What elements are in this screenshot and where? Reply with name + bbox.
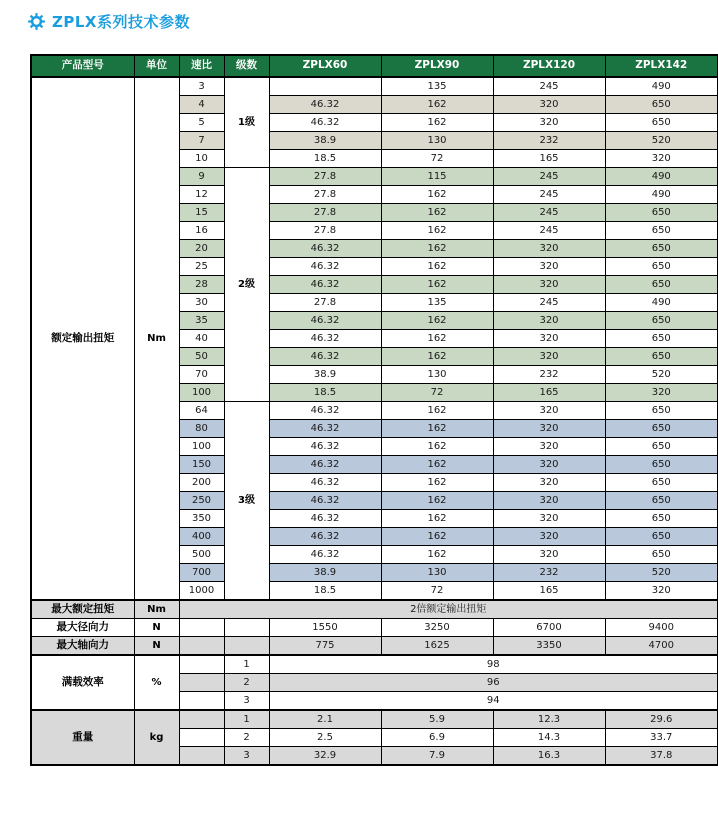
ratio-cell: 50: [179, 348, 224, 366]
max-radial-force-value-cell-ZPLX142: 9400: [605, 619, 718, 637]
ratio-cell: 35: [179, 312, 224, 330]
weight-value-cell-ZPLX60: 2.1: [269, 710, 381, 729]
efficiency-label-cell: 满载效率: [31, 655, 134, 710]
torque-value-cell-ZPLX142: 650: [605, 348, 718, 366]
weight-value-cell-ZPLX142: 29.6: [605, 710, 718, 729]
torque-value-cell-ZPLX60: 38.9: [269, 366, 381, 384]
max-radial-force-empty-ratio-cell: [179, 619, 224, 637]
torque-value-cell-ZPLX90: 162: [381, 114, 493, 132]
gear-icon: [28, 13, 45, 30]
torque-value-cell-ZPLX142: 650: [605, 222, 718, 240]
max-radial-force-label-cell: 最大径向力: [31, 619, 134, 637]
torque-value-cell-ZPLX60: 27.8: [269, 186, 381, 204]
stage-cell-1: 1级: [224, 77, 269, 168]
torque-value-cell-ZPLX120: 320: [493, 456, 605, 474]
torque-value-cell-ZPLX120: 232: [493, 564, 605, 582]
torque-value-cell-ZPLX60: 46.32: [269, 438, 381, 456]
efficiency-empty-ratio-cell: [179, 674, 224, 692]
max-rated-torque-row: [31, 600, 718, 619]
ratio-cell: 250: [179, 492, 224, 510]
efficiency-value-cell: 94: [269, 692, 718, 711]
torque-value-cell-ZPLX60: 46.32: [269, 402, 381, 420]
torque-value-cell-ZPLX90: 72: [381, 384, 493, 402]
torque-value-cell-ZPLX142: 320: [605, 582, 718, 601]
torque-value-cell-ZPLX90: 135: [381, 77, 493, 96]
torque-value-cell-ZPLX90: 162: [381, 546, 493, 564]
max-axial-force-value-cell-ZPLX120: 3350: [493, 637, 605, 656]
ratio-cell: 5: [179, 114, 224, 132]
weight-value-cell-ZPLX142: 37.8: [605, 747, 718, 766]
torque-value-cell-ZPLX120: 245: [493, 222, 605, 240]
torque-value-cell-ZPLX120: 245: [493, 186, 605, 204]
torque-value-cell-ZPLX142: 650: [605, 438, 718, 456]
torque-value-cell-ZPLX120: 320: [493, 438, 605, 456]
torque-value-cell-ZPLX120: 320: [493, 312, 605, 330]
torque-value-cell-ZPLX142: 490: [605, 294, 718, 312]
torque-value-cell-ZPLX120: 320: [493, 546, 605, 564]
torque-value-cell-ZPLX60: 46.32: [269, 114, 381, 132]
ratio-cell: 16: [179, 222, 224, 240]
torque-value-cell-ZPLX120: 320: [493, 114, 605, 132]
ratio-cell: 12: [179, 186, 224, 204]
torque-value-cell-ZPLX60: 46.32: [269, 258, 381, 276]
torque-value-cell-ZPLX90: 162: [381, 276, 493, 294]
torque-value-cell-ZPLX120: 320: [493, 258, 605, 276]
ratio-cell: 150: [179, 456, 224, 474]
ratio-cell: 3: [179, 77, 224, 96]
max-radial-force-row: [31, 619, 718, 637]
torque-value-cell-ZPLX60: 27.8: [269, 168, 381, 186]
efficiency-stage-cell: 2: [224, 674, 269, 692]
torque-value-cell-ZPLX60: 18.5: [269, 150, 381, 168]
weight-unit-cell: kg: [134, 710, 179, 765]
torque-value-cell-ZPLX142: 650: [605, 114, 718, 132]
torque-value-cell-ZPLX142: 650: [605, 474, 718, 492]
torque-value-cell-ZPLX90: 162: [381, 528, 493, 546]
torque-value-cell-ZPLX60: 46.32: [269, 96, 381, 114]
ratio-cell: 30: [179, 294, 224, 312]
torque-value-cell-ZPLX90: 115: [381, 168, 493, 186]
torque-value-cell-ZPLX120: 165: [493, 150, 605, 168]
weight-stage-cell: 2: [224, 729, 269, 747]
torque-value-cell-ZPLX120: 320: [493, 474, 605, 492]
torque-value-cell-ZPLX142: 650: [605, 96, 718, 114]
weight-stage-cell: 3: [224, 747, 269, 766]
weight-stage-cell: 1: [224, 710, 269, 729]
weight-row: [31, 710, 718, 729]
weight-value-cell-ZPLX120: 16.3: [493, 747, 605, 766]
max-axial-force-value-cell-ZPLX60: 775: [269, 637, 381, 656]
torque-value-cell-ZPLX60: 18.5: [269, 582, 381, 601]
torque-value-cell-ZPLX60: [269, 77, 381, 96]
weight-value-cell-ZPLX142: 33.7: [605, 729, 718, 747]
stage-cell-3: 3级: [224, 402, 269, 601]
ratio-cell: 700: [179, 564, 224, 582]
torque-value-cell-ZPLX120: 320: [493, 420, 605, 438]
torque-value-cell-ZPLX120: 232: [493, 366, 605, 384]
torque-value-cell-ZPLX90: 162: [381, 330, 493, 348]
torque-value-cell-ZPLX60: 27.8: [269, 294, 381, 312]
header-cell-7: ZPLX142: [605, 55, 718, 77]
page-title: ZPLX系列技术参数: [52, 13, 190, 31]
torque-value-cell-ZPLX90: 162: [381, 258, 493, 276]
weight-value-cell-ZPLX90: 6.9: [381, 729, 493, 747]
efficiency-empty-ratio-cell: [179, 692, 224, 711]
torque-value-cell-ZPLX142: 490: [605, 168, 718, 186]
weight-label-cell: 重量: [31, 710, 134, 765]
torque-value-cell-ZPLX142: 650: [605, 528, 718, 546]
torque-value-cell-ZPLX142: 650: [605, 258, 718, 276]
torque-value-cell-ZPLX60: 46.32: [269, 420, 381, 438]
torque-value-cell-ZPLX60: 38.9: [269, 564, 381, 582]
max-axial-force-row: [31, 637, 718, 656]
torque-value-cell-ZPLX60: 46.32: [269, 348, 381, 366]
torque-value-cell-ZPLX120: 320: [493, 348, 605, 366]
table-wrapper: [30, 54, 718, 766]
max-radial-force-value-cell-ZPLX60: 1550: [269, 619, 381, 637]
max-radial-force-empty-stage-cell: [224, 619, 269, 637]
torque-value-cell-ZPLX90: 72: [381, 582, 493, 601]
ratio-cell: 400: [179, 528, 224, 546]
torque-value-cell-ZPLX90: 162: [381, 510, 493, 528]
torque-value-cell-ZPLX90: 162: [381, 312, 493, 330]
efficiency-value-cell: 96: [269, 674, 718, 692]
torque-value-cell-ZPLX142: 650: [605, 204, 718, 222]
torque-value-cell-ZPLX90: 162: [381, 240, 493, 258]
ratio-cell: 200: [179, 474, 224, 492]
torque-value-cell-ZPLX90: 72: [381, 150, 493, 168]
header-cell-1: 单位: [134, 55, 179, 77]
torque-value-cell-ZPLX142: 650: [605, 240, 718, 258]
torque-value-cell-ZPLX90: 162: [381, 186, 493, 204]
torque-value-cell-ZPLX90: 162: [381, 348, 493, 366]
weight-value-cell-ZPLX60: 2.5: [269, 729, 381, 747]
ratio-cell: 28: [179, 276, 224, 294]
header-row: [31, 55, 718, 77]
torque-value-cell-ZPLX120: 320: [493, 510, 605, 528]
efficiency-row: [31, 655, 718, 674]
torque-value-cell-ZPLX60: 46.32: [269, 510, 381, 528]
header-cell-4: ZPLX60: [269, 55, 381, 77]
torque-value-cell-ZPLX142: 490: [605, 77, 718, 96]
torque-value-cell-ZPLX142: 650: [605, 402, 718, 420]
ratio-cell: 500: [179, 546, 224, 564]
ratio-cell: 350: [179, 510, 224, 528]
torque-value-cell-ZPLX120: 320: [493, 528, 605, 546]
header-cell-2: 速比: [179, 55, 224, 77]
torque-value-cell-ZPLX60: 46.32: [269, 240, 381, 258]
max-rated-torque-unit-cell: Nm: [134, 600, 179, 619]
torque-value-cell-ZPLX90: 162: [381, 204, 493, 222]
weight-empty-ratio-cell: [179, 710, 224, 729]
torque-value-cell-ZPLX90: 162: [381, 420, 493, 438]
header-cell-0: 产品型号: [31, 55, 134, 77]
max-axial-force-value-cell-ZPLX90: 1625: [381, 637, 493, 656]
efficiency-stage-cell: 3: [224, 692, 269, 711]
torque-value-cell-ZPLX60: 46.32: [269, 474, 381, 492]
max-axial-force-empty-ratio-cell: [179, 637, 224, 656]
weight-value-cell-ZPLX60: 32.9: [269, 747, 381, 766]
torque-value-cell-ZPLX120: 320: [493, 240, 605, 258]
torque-value-cell-ZPLX90: 162: [381, 402, 493, 420]
ratio-cell: 7: [179, 132, 224, 150]
weight-value-cell-ZPLX90: 7.9: [381, 747, 493, 766]
ratio-cell: 4: [179, 96, 224, 114]
torque-value-cell-ZPLX120: 245: [493, 168, 605, 186]
efficiency-stage-cell: 1: [224, 655, 269, 674]
torque-value-cell-ZPLX142: 520: [605, 132, 718, 150]
torque-value-cell-ZPLX90: 162: [381, 96, 493, 114]
weight-value-cell-ZPLX120: 14.3: [493, 729, 605, 747]
title-bar: [28, 11, 718, 32]
torque-value-cell-ZPLX120: 320: [493, 492, 605, 510]
torque-value-cell-ZPLX60: 27.8: [269, 204, 381, 222]
torque-value-cell-ZPLX120: 165: [493, 582, 605, 601]
ratio-cell: 100: [179, 438, 224, 456]
weight-value-cell-ZPLX120: 12.3: [493, 710, 605, 729]
torque-value-cell-ZPLX142: 650: [605, 510, 718, 528]
efficiency-value-cell: 98: [269, 655, 718, 674]
torque-value-cell-ZPLX142: 520: [605, 564, 718, 582]
ratio-cell: 1000: [179, 582, 224, 601]
ratio-cell: 70: [179, 366, 224, 384]
ratio-cell: 80: [179, 420, 224, 438]
max-radial-force-unit-cell: N: [134, 619, 179, 637]
torque-value-cell-ZPLX60: 38.9: [269, 132, 381, 150]
weight-value-cell-ZPLX90: 5.9: [381, 710, 493, 729]
torque-value-cell-ZPLX90: 162: [381, 438, 493, 456]
ratio-cell: 25: [179, 258, 224, 276]
torque-value-cell-ZPLX120: 245: [493, 294, 605, 312]
torque-value-cell-ZPLX120: 245: [493, 204, 605, 222]
ratio-cell: 20: [179, 240, 224, 258]
torque-value-cell-ZPLX60: 46.32: [269, 492, 381, 510]
torque-value-cell-ZPLX120: 232: [493, 132, 605, 150]
max-axial-force-value-cell-ZPLX142: 4700: [605, 637, 718, 656]
torque-value-cell-ZPLX120: 320: [493, 402, 605, 420]
max-rated-torque-label-cell: 最大额定扭矩: [31, 600, 134, 619]
ratio-cell: 64: [179, 402, 224, 420]
torque-value-cell-ZPLX60: 46.32: [269, 312, 381, 330]
torque-value-cell-ZPLX90: 130: [381, 132, 493, 150]
torque-value-cell-ZPLX90: 162: [381, 492, 493, 510]
torque-value-cell-ZPLX142: 650: [605, 420, 718, 438]
torque-value-cell-ZPLX142: 650: [605, 492, 718, 510]
ratio-cell: 15: [179, 204, 224, 222]
weight-empty-ratio-cell: [179, 729, 224, 747]
torque-value-cell-ZPLX142: 320: [605, 384, 718, 402]
torque-value-cell-ZPLX120: 165: [493, 384, 605, 402]
max-axial-force-unit-cell: N: [134, 637, 179, 656]
torque-row: [31, 77, 718, 96]
torque-value-cell-ZPLX120: 320: [493, 330, 605, 348]
torque-value-cell-ZPLX60: 18.5: [269, 384, 381, 402]
torque-value-cell-ZPLX120: 320: [493, 96, 605, 114]
torque-value-cell-ZPLX90: 162: [381, 222, 493, 240]
max-axial-force-empty-stage-cell: [224, 637, 269, 656]
torque-value-cell-ZPLX142: 650: [605, 330, 718, 348]
weight-empty-ratio-cell: [179, 747, 224, 766]
torque-value-cell-ZPLX90: 130: [381, 366, 493, 384]
efficiency-unit-cell: %: [134, 655, 179, 710]
torque-value-cell-ZPLX120: 245: [493, 77, 605, 96]
technical-parameters-table: [30, 54, 718, 766]
rated-torque-unit-cell: Nm: [134, 77, 179, 600]
torque-value-cell-ZPLX142: 320: [605, 150, 718, 168]
torque-value-cell-ZPLX60: 46.32: [269, 276, 381, 294]
max-radial-force-value-cell-ZPLX120: 6700: [493, 619, 605, 637]
header-cell-5: ZPLX90: [381, 55, 493, 77]
torque-value-cell-ZPLX90: 130: [381, 564, 493, 582]
torque-value-cell-ZPLX142: 650: [605, 312, 718, 330]
ratio-cell: 9: [179, 168, 224, 186]
torque-value-cell-ZPLX142: 490: [605, 186, 718, 204]
torque-value-cell-ZPLX142: 650: [605, 456, 718, 474]
ratio-cell: 10: [179, 150, 224, 168]
torque-value-cell-ZPLX60: 46.32: [269, 330, 381, 348]
header-cell-3: 级数: [224, 55, 269, 77]
torque-value-cell-ZPLX90: 162: [381, 456, 493, 474]
ratio-cell: 100: [179, 384, 224, 402]
efficiency-empty-ratio-cell: [179, 655, 224, 674]
torque-value-cell-ZPLX120: 320: [493, 276, 605, 294]
torque-value-cell-ZPLX142: 650: [605, 276, 718, 294]
max-rated-torque-value-cell: 2倍额定输出扭矩: [179, 600, 718, 619]
max-axial-force-label-cell: 最大轴向力: [31, 637, 134, 656]
torque-value-cell-ZPLX142: 520: [605, 366, 718, 384]
header-cell-6: ZPLX120: [493, 55, 605, 77]
torque-value-cell-ZPLX90: 162: [381, 474, 493, 492]
max-radial-force-value-cell-ZPLX90: 3250: [381, 619, 493, 637]
torque-value-cell-ZPLX60: 46.32: [269, 528, 381, 546]
ratio-cell: 40: [179, 330, 224, 348]
torque-value-cell-ZPLX90: 135: [381, 294, 493, 312]
torque-value-cell-ZPLX60: 27.8: [269, 222, 381, 240]
torque-value-cell-ZPLX142: 650: [605, 546, 718, 564]
torque-value-cell-ZPLX60: 46.32: [269, 456, 381, 474]
torque-value-cell-ZPLX60: 46.32: [269, 546, 381, 564]
stage-cell-2: 2级: [224, 168, 269, 402]
rated-torque-label-cell: 额定输出扭矩: [31, 77, 134, 600]
